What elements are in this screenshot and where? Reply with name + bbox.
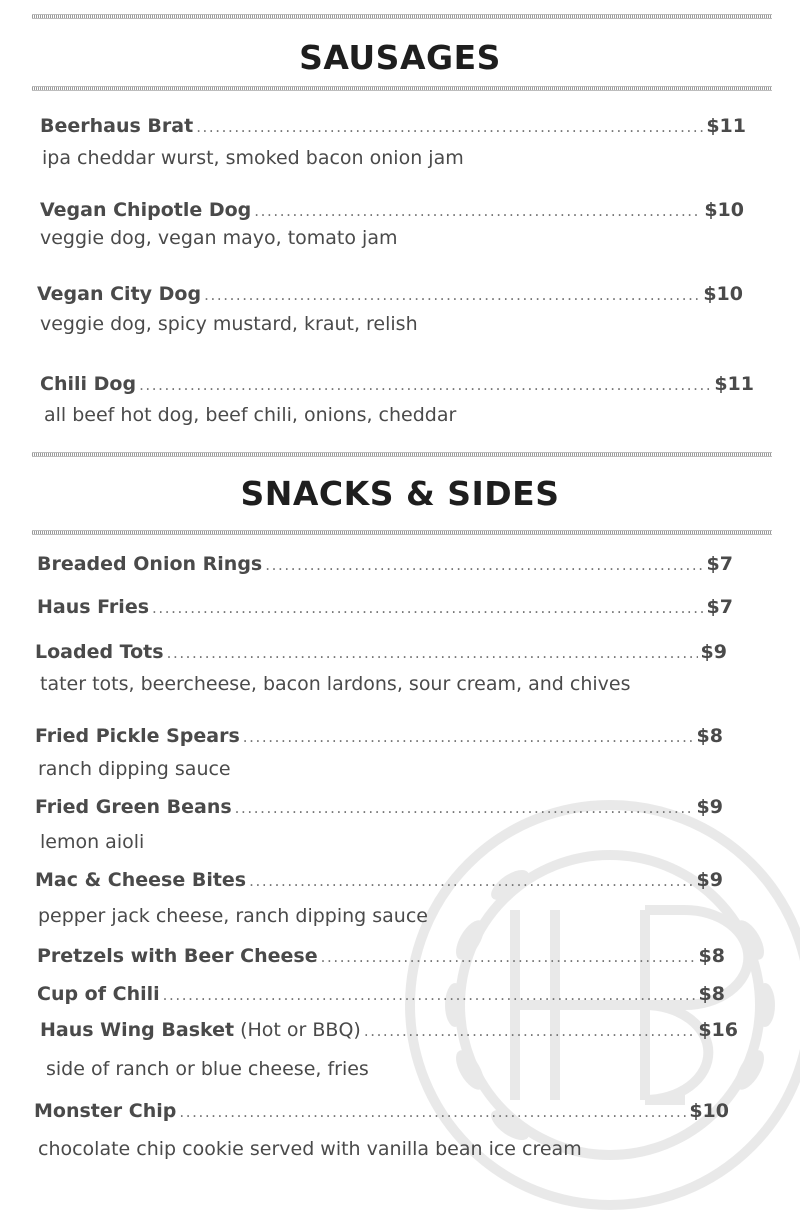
item-name: Haus Wing Basket [40,1019,235,1041]
item-name: Haus Fries [37,596,150,618]
item-price: $10 [704,199,744,221]
menu-item-loaded-tots [35,640,727,665]
section-divider [32,86,772,91]
section-divider [32,452,772,457]
section-heading-sausages: SAUSAGES [299,38,501,77]
item-description: lemon aioli [40,831,145,853]
item-name: Vegan City Dog [37,283,202,305]
item-price: $9 [700,641,727,663]
dot-leader [254,199,701,223]
dot-leader [163,983,696,1007]
item-name: Vegan Chipotle Dog [40,199,252,221]
dot-leader [179,1100,686,1124]
dot-leader [265,553,703,577]
dot-leader [249,869,693,893]
dot-leader [243,725,694,749]
item-price: $9 [696,796,723,818]
menu-item-fried-green-beans [35,795,723,820]
item-name: Pretzels with Beer Cheese [37,945,318,967]
item-price: $10 [689,1100,729,1122]
item-description: chocolate chip cookie served with vanilla bean ice cream [38,1138,582,1160]
dot-leader [167,641,698,665]
item-price: $7 [706,596,733,618]
dot-leader [364,1019,696,1043]
item-description: veggie dog, spicy mustard, kraut, relish [40,313,418,335]
dot-leader [204,283,700,307]
menu-item-cup-of-chili [37,982,725,1007]
item-name: Cup of Chili [37,983,160,1005]
menu-item-monster-chip [34,1099,729,1124]
item-description: veggie dog, vegan mayo, tomato jam [40,227,398,249]
item-note: (Hot or BBQ) [240,1019,361,1041]
item-price: $11 [714,373,754,395]
item-price: $9 [696,869,723,891]
item-name: Fried Pickle Spears [35,725,240,747]
menu-item-mac-cheese-bites [35,868,723,893]
item-name: Fried Green Beans [35,796,232,818]
item-name: Loaded Tots [35,641,164,663]
item-price: $8 [696,725,723,747]
section-divider [32,530,772,535]
menu-item-vegan-city-dog [37,282,743,307]
item-description: ranch dipping sauce [38,758,231,780]
item-price: $11 [706,115,746,137]
item-price: $8 [698,945,725,967]
top-divider [32,14,772,19]
dot-leader [196,115,703,139]
menu-item-haus-fries [37,595,733,620]
menu-item-fried-pickle-spears [35,724,723,749]
item-name: Breaded Onion Rings [37,553,263,575]
item-price: $8 [698,983,725,1005]
menu-item-haus-wing-basket [40,1018,738,1043]
dot-leader [139,373,711,397]
dot-leader [235,796,694,820]
item-price: $7 [706,553,733,575]
item-description: pepper jack cheese, ranch dipping sauce [38,905,428,927]
section-heading-snacks-sides: SNACKS & SIDES [240,474,560,513]
item-name: Monster Chip [34,1100,177,1122]
item-description: side of ranch or blue cheese, fries [46,1058,369,1080]
menu-item-chili-dog [40,372,754,397]
item-price: $10 [703,283,743,305]
dot-leader [152,596,704,620]
item-description: tater tots, beercheese, bacon lardons, sour cream, and chives [40,673,631,695]
menu-item-breaded-onion-rings [37,552,733,577]
item-description: all beef hot dog, beef chili, onions, cheddar [44,404,457,426]
menu-item-vegan-chipotle-dog [40,198,744,223]
item-name: Beerhaus Brat [40,115,194,137]
dot-leader [321,945,696,969]
item-price: $16 [698,1019,738,1041]
item-name: Mac & Cheese Bites [35,869,247,891]
menu-item-beerhaus-brat [40,114,746,139]
item-name: Chili Dog [40,373,137,395]
item-description: ipa cheddar wurst, smoked bacon onion jam [42,147,464,169]
menu-item-pretzels-beer-cheese [37,944,725,969]
